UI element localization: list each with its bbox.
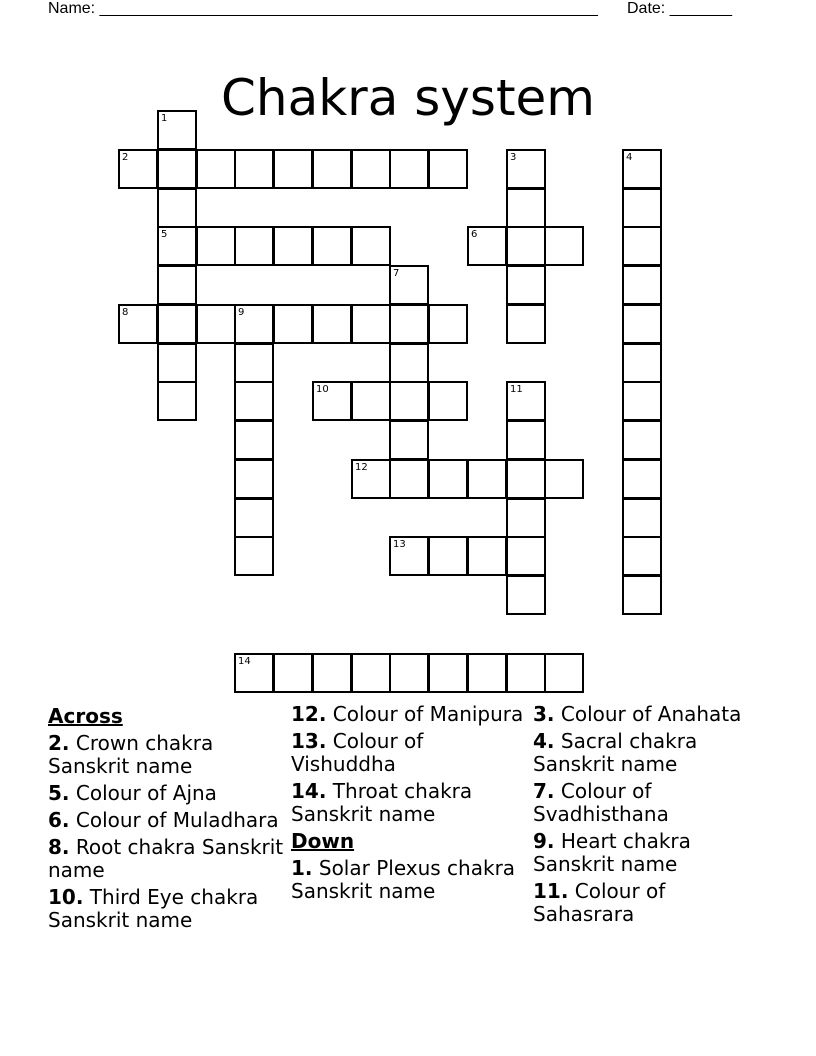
grid-cell[interactable] (467, 226, 507, 266)
grid-cell[interactable] (157, 265, 197, 305)
grid-cell[interactable] (506, 226, 546, 266)
grid-cell[interactable] (622, 149, 662, 189)
grid-cell[interactable] (389, 343, 429, 383)
grid-cell[interactable] (622, 536, 662, 576)
grid-cell[interactable] (273, 653, 313, 693)
clue-across-8 (48, 836, 284, 882)
grid-cell[interactable] (234, 149, 274, 189)
clue-text: Colour of Manipura (332, 702, 524, 726)
grid-cell[interactable] (196, 149, 236, 189)
grid-cell[interactable] (157, 110, 197, 150)
grid-cell[interactable] (157, 188, 197, 228)
grid-cell[interactable] (389, 381, 429, 421)
clue-text: Colour of Vishuddha (291, 729, 424, 776)
grid-cell[interactable] (234, 498, 274, 538)
grid-cell[interactable] (312, 381, 352, 421)
grid-cell[interactable] (389, 304, 429, 344)
clue-down-1 (291, 857, 527, 903)
grid-cell[interactable] (389, 265, 429, 305)
cell-number: 5 (161, 229, 168, 240)
clue-number: 12. (291, 702, 327, 726)
clue-text: Throat chakra Sanskrit name (291, 779, 473, 826)
clue-down-9 (533, 830, 769, 876)
grid-cell[interactable] (234, 653, 274, 693)
grid-cell[interactable] (351, 304, 391, 344)
grid-cell[interactable] (467, 536, 507, 576)
grid-cell[interactable] (389, 536, 429, 576)
grid-cell[interactable] (312, 653, 352, 693)
cell-number: 6 (471, 229, 478, 240)
grid-cell[interactable] (544, 653, 584, 693)
clue-text: Colour of Ajna (75, 781, 217, 805)
grid-cell[interactable] (622, 420, 662, 460)
clue-text: Solar Plexus chakra Sanskrit name (291, 856, 516, 903)
grid-cell[interactable] (312, 149, 352, 189)
grid-cell[interactable] (157, 149, 197, 189)
grid-cell[interactable] (544, 226, 584, 266)
grid-cell[interactable] (428, 459, 468, 499)
grid-cell[interactable] (622, 459, 662, 499)
clue-number: 6. (48, 808, 70, 832)
grid-cell[interactable] (196, 226, 236, 266)
grid-cell[interactable] (622, 304, 662, 344)
grid-cell[interactable] (157, 381, 197, 421)
clue-text: Third Eye chakra Sanskrit name (48, 885, 259, 932)
clue-number: 4. (533, 729, 555, 753)
grid-cell[interactable] (351, 149, 391, 189)
grid-cell[interactable] (234, 226, 274, 266)
grid-cell[interactable] (389, 420, 429, 460)
clue-across-13 (291, 730, 527, 776)
grid-cell[interactable] (234, 420, 274, 460)
grid-cell[interactable] (506, 188, 546, 228)
cell-number: 10 (316, 384, 329, 395)
clue-number: 2. (48, 731, 70, 755)
grid-cell[interactable] (506, 653, 546, 693)
grid-cell[interactable] (351, 459, 391, 499)
clue-across-14 (291, 780, 527, 826)
clue-column-3 (533, 703, 769, 930)
clue-text: Colour of Svadhisthana (533, 779, 669, 826)
clue-text: Colour of Sahasrara (533, 879, 666, 926)
clue-down-3 (533, 703, 769, 726)
grid-cell[interactable] (622, 226, 662, 266)
grid-cell[interactable] (622, 498, 662, 538)
clue-number: 13. (291, 729, 327, 753)
clue-across-12 (291, 703, 527, 726)
grid-cell[interactable] (506, 304, 546, 344)
across-heading: Across (48, 704, 123, 728)
clue-text: Sacral chakra Sanskrit name (533, 729, 698, 776)
grid-cell[interactable] (428, 536, 468, 576)
clue-column-2 (291, 703, 527, 907)
cell-number: 8 (122, 307, 129, 318)
cell-number: 13 (393, 539, 406, 550)
clue-number: 1. (291, 856, 313, 880)
clue-column-1 (48, 703, 284, 936)
cell-number: 1 (161, 113, 168, 124)
grid-cell[interactable] (312, 226, 352, 266)
clue-down-11 (533, 880, 769, 926)
clue-across-2 (48, 732, 284, 778)
grid-cell[interactable] (389, 149, 429, 189)
clue-down-7 (533, 780, 769, 826)
cell-number: 4 (626, 152, 633, 163)
grid-cell[interactable] (506, 149, 546, 189)
clue-number: 10. (48, 885, 84, 909)
clue-across-10 (48, 886, 284, 932)
clue-down-4 (533, 730, 769, 776)
clue-number: 11. (533, 879, 569, 903)
grid-cell[interactable] (428, 304, 468, 344)
grid-cell[interactable] (506, 265, 546, 305)
grid-cell[interactable] (234, 343, 274, 383)
grid-cell[interactable] (506, 575, 546, 615)
cell-number: 9 (238, 307, 245, 318)
clue-number: 5. (48, 781, 70, 805)
grid-cell[interactable] (273, 149, 313, 189)
grid-cell[interactable] (351, 653, 391, 693)
grid-cell[interactable] (234, 381, 274, 421)
clue-number: 3. (533, 702, 555, 726)
page-title: Chakra system (220, 68, 596, 127)
clue-number: 8. (48, 835, 70, 859)
grid-cell[interactable] (544, 459, 584, 499)
cell-number: 12 (355, 462, 368, 473)
grid-cell[interactable] (389, 653, 429, 693)
grid-cell[interactable] (506, 498, 546, 538)
grid-cell[interactable] (157, 304, 197, 344)
grid-cell[interactable] (234, 536, 274, 576)
clue-number: 9. (533, 829, 555, 853)
clue-number: 14. (291, 779, 327, 803)
clue-across-6 (48, 809, 284, 832)
grid-cell[interactable] (234, 304, 274, 344)
cell-number: 2 (122, 152, 129, 163)
down-heading: Down (291, 829, 355, 853)
grid-cell[interactable] (428, 381, 468, 421)
grid-cell[interactable] (622, 188, 662, 228)
grid-cell[interactable] (428, 149, 468, 189)
grid-cell[interactable] (506, 536, 546, 576)
grid-cell[interactable] (351, 226, 391, 266)
grid-cell[interactable] (312, 304, 352, 344)
cell-number: 3 (510, 152, 517, 163)
cell-number: 7 (393, 268, 400, 279)
grid-cell[interactable] (467, 459, 507, 499)
grid-cell[interactable] (506, 459, 546, 499)
grid-cell[interactable] (234, 459, 274, 499)
grid-cell[interactable] (506, 420, 546, 460)
grid-cell[interactable] (428, 653, 468, 693)
clue-text: Colour of Muladhara (75, 808, 279, 832)
grid-cell[interactable] (622, 575, 662, 615)
grid-cell[interactable] (622, 343, 662, 383)
grid-cell[interactable] (157, 343, 197, 383)
clue-number: 7. (533, 779, 555, 803)
grid-cell[interactable] (506, 381, 546, 421)
grid-cell[interactable] (118, 149, 158, 189)
cell-number: 11 (510, 384, 523, 395)
grid-cell[interactable] (273, 304, 313, 344)
clue-text: Crown chakra Sanskrit name (48, 731, 214, 778)
clue-text: Root chakra Sanskrit name (48, 835, 284, 882)
cell-number: 14 (238, 656, 251, 667)
name-field[interactable]: Name: ________________________________________________________ (48, 0, 598, 17)
grid-cell[interactable] (622, 265, 662, 305)
date-field[interactable]: Date: _______ (627, 0, 732, 17)
grid-cell[interactable] (467, 653, 507, 693)
grid-cell[interactable] (196, 304, 236, 344)
clue-text: Colour of Anahata (560, 702, 742, 726)
grid-cell[interactable] (389, 459, 429, 499)
grid-cell[interactable] (118, 304, 158, 344)
grid-cell[interactable] (157, 226, 197, 266)
grid-cell[interactable] (273, 226, 313, 266)
clue-text: Heart chakra Sanskrit name (533, 829, 691, 876)
grid-cell[interactable] (622, 381, 662, 421)
grid-cell[interactable] (351, 381, 391, 421)
clue-across-5 (48, 782, 284, 805)
